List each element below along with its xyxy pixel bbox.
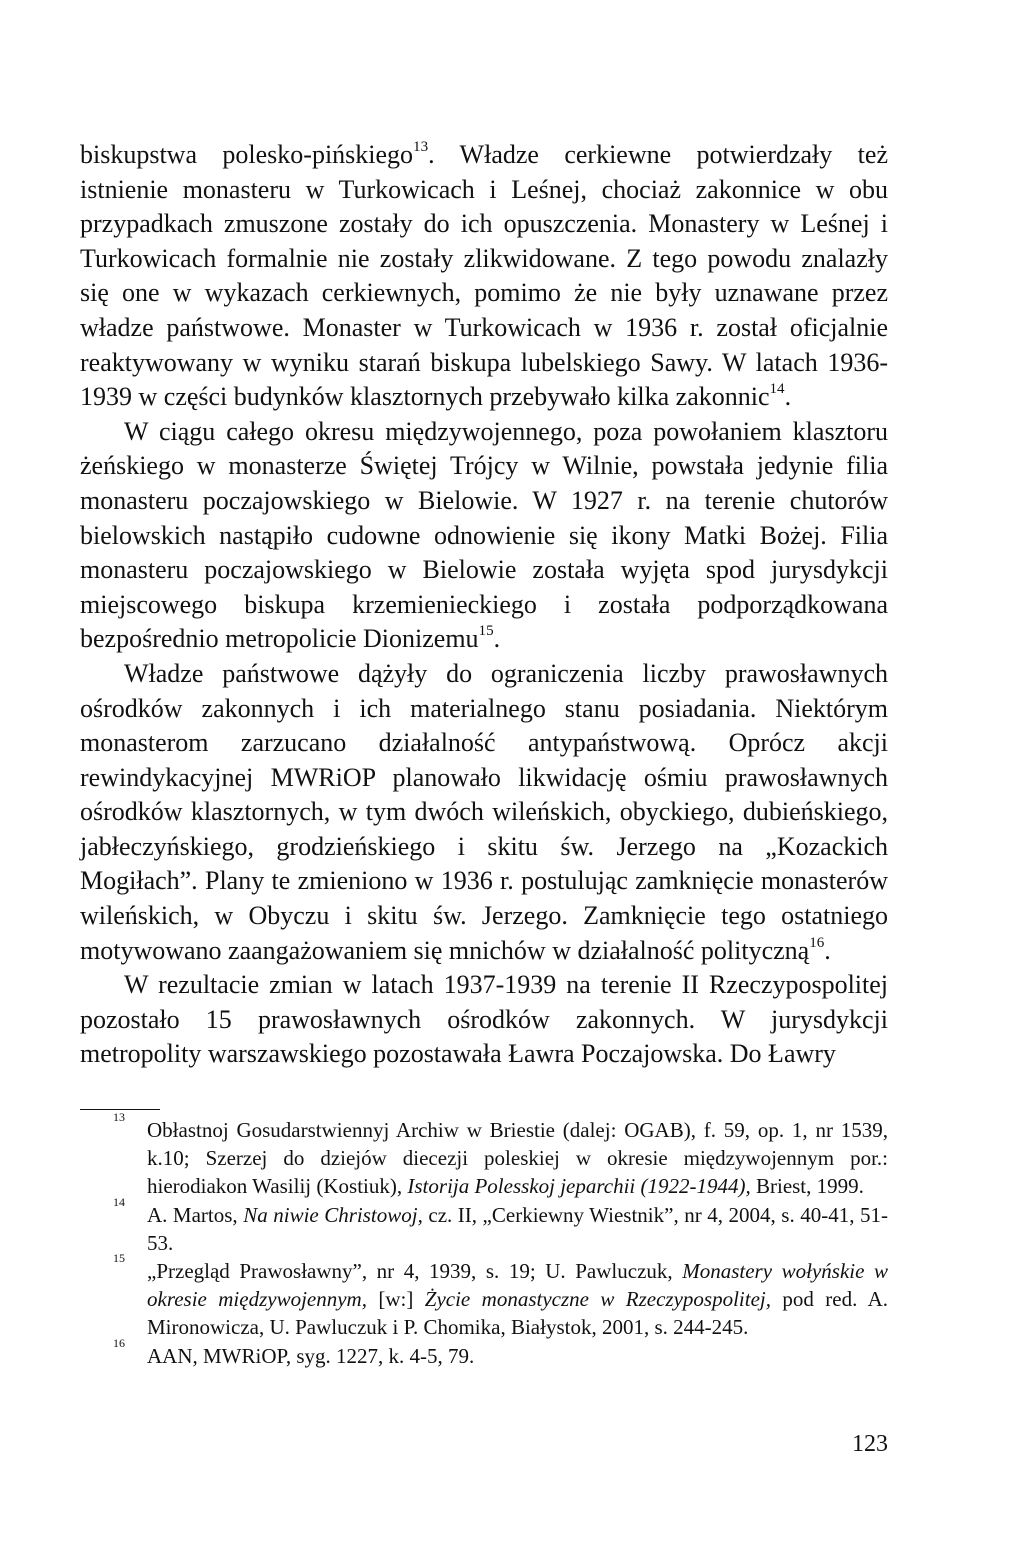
- main-text: [80, 138, 888, 1072]
- footnote-ref-13[interactable]: 13: [413, 139, 429, 156]
- footnote-number: 15: [113, 1251, 125, 1266]
- footnote-number: 14: [113, 1194, 125, 1209]
- footnote-text: A. Martos,: [147, 1202, 244, 1227]
- paragraph-text: W ciągu całego okresu międzywojennego, poza powołaniem klasztoru żeńskiego w monasterze Świętej Trójcy w Wilnie, powstała jedynie filia monasteru poczajowskiego w Bielowie. W 1927 r. na terenie chutorów bielowskich nastąpiło cudowne odnowienie się ikony Matki Bożej. Filia monasteru poczajowskiego w Bielowie została wyjęta spod jurysdykcji miejscowego biskupa krzemienieckiego i została podporządkowana bezpośrednio metropolicie Dionizemu: [80, 416, 888, 654]
- footnote-text: AAN, MWRiOP, syg. 1227, k. 4-5, 79.: [147, 1343, 475, 1368]
- footnote-text: pod red. A. Mironowicza, U. Pawluczuk i P. Chomika, Białystok, 2001, s. 244-245.: [147, 1287, 888, 1340]
- paragraph-2: [80, 415, 888, 657]
- footnote-13: [80, 1110, 888, 1201]
- footnote-text: Briest, 1999.: [750, 1174, 864, 1199]
- footnotes: [80, 1110, 888, 1370]
- page-body: [80, 138, 888, 1370]
- footnote-14: [80, 1194, 888, 1257]
- paragraph-text: Władze państwowe dążyły do ograniczenia liczby prawosławnych ośrodków zakonnych i ich materialnego stanu posiadania. Niektórym monasterom zarzucano działalność antypaństwową. Oprócz akcji rewindykacyjnej MWRiOP planowało likwidację ośmiu prawosławnych ośrodków klasztornych, w tym dwóch wileńskich, obyckiego, dubieńskiego, jabłeczyńskiego, grodzieńskiego i skitu św. Jerzego na „Kozackich Mogiłach”. Plany te zmieniono w 1936 r. postulując zamknięcie monasterów wileńskich, w Obyczu i skitu św. Jerzego. Zamknięcie tego ostatniego motywowano zaangażowaniem się mnichów w działalność polityczną: [80, 658, 888, 965]
- footnote-text: Obłastnoj Gosudarstwiennyj Archiw w Briestie (dalej: OGAB), f. 59, op. 1, nr 1539, k.10; Szerzej do dziejów diecezji poleskiej w okresie międzywojennym por.: hierodiakon Wasilij (Kostiuk),: [147, 1118, 888, 1199]
- footnote-ref-16[interactable]: 16: [809, 934, 825, 951]
- paragraph-3: [80, 657, 888, 968]
- footnote-title: Życie monastyczne w Rzeczypospolitej,: [424, 1287, 771, 1312]
- footnote-title: Monastery wołyńskie w okresie międzywojennym,: [147, 1259, 888, 1312]
- paragraph-4: W rezultacie zmian w latach 1937-1939 na terenie II Rzeczypospolitej pozostało 15 prawosławnych ośrodków zakonnych. W jurysdykcji metropolity warszawskiego pozostawała Ławra Poczajowska. Do Ławry: [80, 970, 888, 1069]
- footnote-ref-14[interactable]: 14: [769, 381, 785, 398]
- footnote-text: [w:]: [366, 1287, 425, 1312]
- paragraph-text: biskupstwa polesko-pińskiego: [80, 140, 414, 169]
- page-number: 123: [852, 1431, 888, 1457]
- footnote-number: 13: [113, 1110, 125, 1125]
- footnote-title: Na niwie Christowoj,: [243, 1202, 423, 1227]
- footnote-text: cz. II, „Cerkiewny Wiestnik”, nr 4, 2004, s. 40-41, 51-53.: [147, 1202, 888, 1255]
- footnote-title: Istorija Polesskoj jeparchii (1922-1944),: [407, 1174, 751, 1199]
- footnote-number: 16: [113, 1335, 125, 1350]
- footnote-16: [80, 1335, 888, 1370]
- paragraph-text: . Władze cerkiewne potwierdzały też istnienie monasteru w Turkowicach i Leśnej, chociaż zakonnice w obu przypadkach zmuszone zostały do ich opuszczenia. Monastery w Leśnej i Turkowicach formalnie nie zostały zlikwidowane. Z tego powodu znalazły się one w wykazach cerkiewnych, pomimo że nie były uznawane przez władze państwowe. Monaster w Turkowicach w 1936 r. został oficjalnie reaktywowany w wyniku starań biskupa lubelskiego Sawy. W latach 1936-1939 w części budynków klasztornych przebywało kilka zakonnic: [80, 140, 888, 412]
- paragraph-1: [80, 138, 888, 415]
- paragraph-text: .: [824, 935, 831, 965]
- footnote-15: [80, 1251, 888, 1342]
- paragraph-text: .: [493, 624, 501, 654]
- footnote-ref-15[interactable]: 15: [478, 623, 494, 640]
- footnote-text: „Przegląd Prawosławny”, nr 4, 1939, s. 19; U. Pawluczuk,: [147, 1259, 683, 1284]
- paragraph-text: .: [784, 382, 792, 412]
